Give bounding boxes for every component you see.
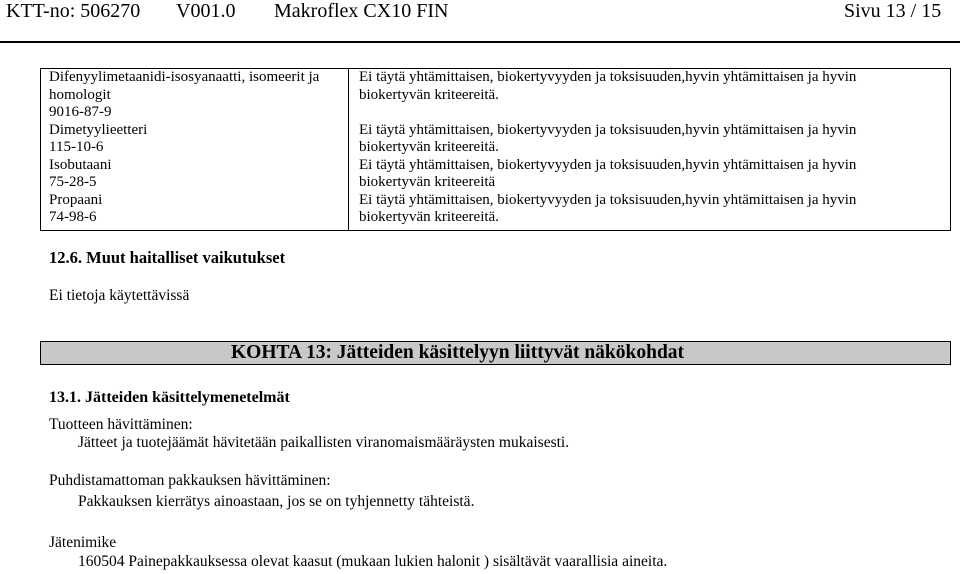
ktt-number: KTT-no: 506270: [6, 0, 141, 22]
assessment-entry: [359, 69, 919, 104]
assessment-line: Ei täytä yhtämittaisen, biokertyvyyden ja toksisuuden,hyvin yhtämittaisen ja hyvin: [359, 121, 857, 138]
assessment-line: Ei täytä yhtämittaisen, biokertyvyyden ja toksisuuden,hyvin yhtämittaisen ja hyvin: [359, 191, 857, 208]
cas-number: 75-28-5: [49, 174, 97, 190]
cas-number: 9016-87-9: [49, 104, 112, 120]
waste-name-label: Jätenimike: [49, 534, 117, 551]
pbt-table: [40, 68, 951, 231]
version-number: V001.0: [176, 0, 236, 22]
substance-name: Dimetyylieetteri: [49, 121, 148, 138]
section-12-6-heading: 12.6. Muut haitalliset vaikutukset: [49, 248, 286, 267]
section-13-title: KOHTA 13: Jätteiden käsittelyyn liittyvät näkökohdat: [231, 342, 685, 363]
assessment-line: biokertyvän kriteereitä: [359, 174, 496, 190]
cas-number: 74-98-6: [49, 209, 97, 225]
assessment-entry: [359, 122, 919, 157]
assessment-line: biokertyvän kriteereitä.: [359, 86, 499, 103]
assessment-line: Ei täytä yhtämittaisen, biokertyvyyden ja toksisuuden,hyvin yhtämittaisen ja hyvin: [359, 156, 857, 173]
assessment-entry: [359, 192, 919, 227]
assessment-line: biokertyvän kriteereitä.: [359, 209, 499, 225]
packaging-disposal-text: Pakkauksen kierrätys ainoastaan, jos se on tyhjennetty tähteistä.: [78, 493, 475, 510]
header-rule: [0, 41, 960, 43]
product-disposal-text: Jätteet ja tuotejäämät hävitetään paikallisten viranomaismääräysten mukaisesti.: [78, 434, 570, 451]
cas-number: 115-10-6: [49, 139, 104, 155]
section-13-1-heading: 13.1. Jätteiden käsittelymenetelmät: [49, 389, 290, 406]
substance-name: Isobutaani: [49, 156, 112, 173]
waste-name-text: 160504 Painepakkauksessa olevat kaasut (mukaan lukien halonit ) sisältävät vaarallisia aineita.: [78, 553, 668, 570]
substance-name: Propaani: [49, 191, 103, 208]
table-column-divider: [348, 69, 349, 230]
packaging-disposal-label: Puhdistamattoman pakkauksen hävittäminen:: [49, 472, 331, 489]
product-name: Makroflex CX10 FIN: [274, 0, 449, 22]
substance-name: Difenyylimetaanidi-isosyanaatti, isomeerit ja: [49, 69, 320, 85]
section-12-6-text: Ei tietoja käytettävissä: [49, 287, 190, 304]
product-disposal-label: Tuotteen hävittäminen:: [49, 416, 193, 433]
page-number: Sivu 13 / 15: [844, 0, 942, 22]
substance-name-cont: homologit: [49, 86, 111, 103]
assessment-line: Ei täytä yhtämittaisen, biokertyvyyden ja toksisuuden,hyvin yhtämittaisen ja hyvin: [359, 69, 857, 85]
assessment-entry: [359, 157, 919, 192]
assessment-line: biokertyvän kriteereitä.: [359, 139, 499, 155]
